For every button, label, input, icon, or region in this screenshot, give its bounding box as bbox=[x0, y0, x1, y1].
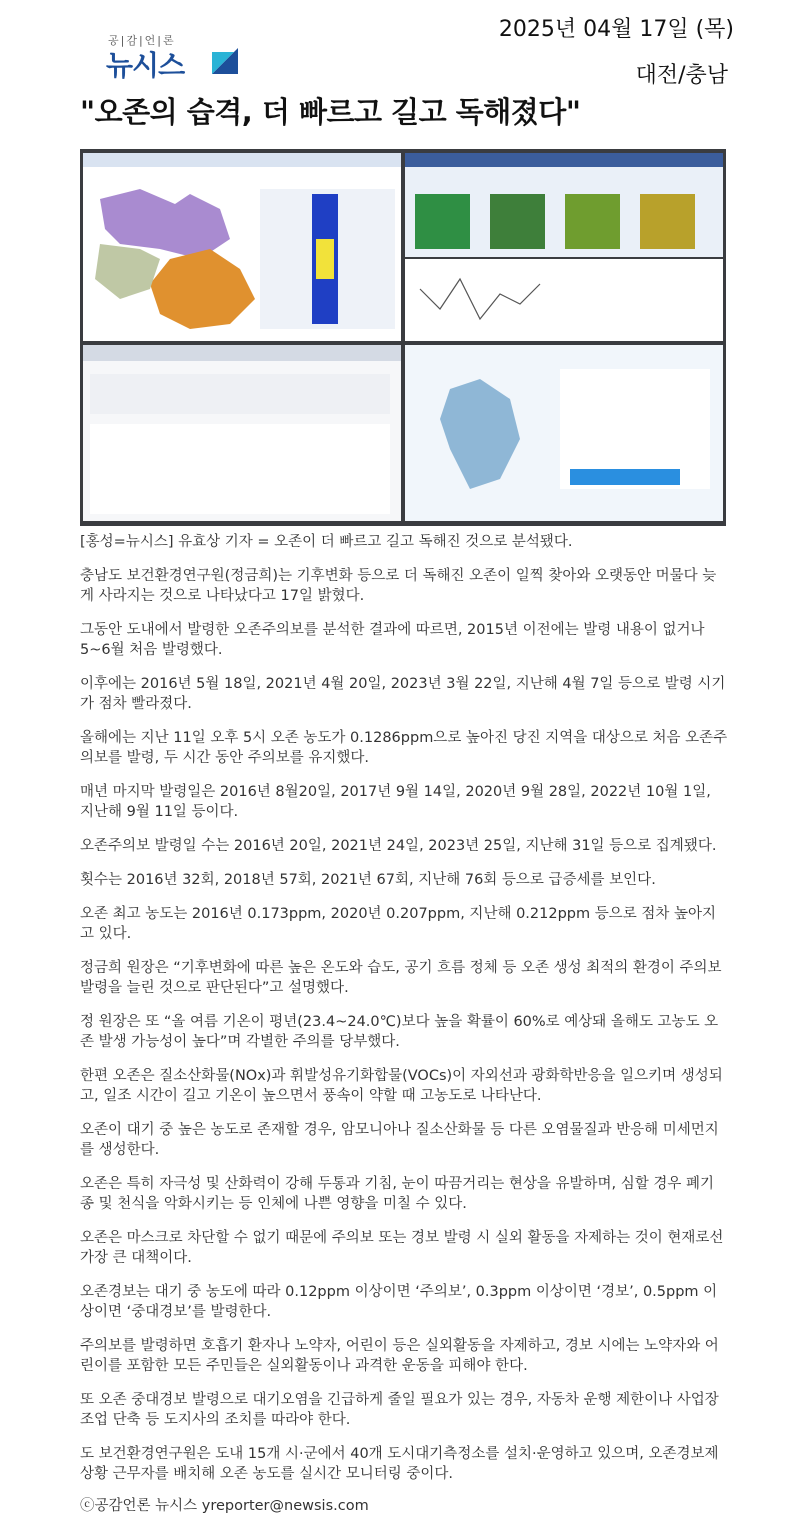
copyright-footer: ⓒ공감언론 뉴시스 yreporter@newsis.com bbox=[80, 1498, 369, 1514]
article-paragraph: 오존이 대기 중 높은 농도로 존재할 경우, 암모니아나 질소산화물 등 다른 오염물질과 반응해 미세먼지를 생성한다. bbox=[80, 1122, 719, 1158]
logo-tagline: 공|감|언|론 bbox=[108, 34, 176, 47]
article-paragraph: 주의보를 발령하면 호흡기 환자나 노약자, 어린이 등은 실외활동을 자제하고, 경보 시에는 노약자와 어린이를 포함한 모든 주민들은 실외활동이나 과격한 운동을 피해야 한다. bbox=[80, 1338, 719, 1374]
monitoring-wall-illustration bbox=[80, 149, 726, 526]
article-paragraph: 도 보건환경연구원은 도내 15개 시·군에서 40개 도시대기측정소를 설치·운영하고 있으며, 오존경보제 상황 근무자를 배치해 오존 농도를 실시간 모니터링 중이다. bbox=[80, 1446, 719, 1482]
headline: "오존의 습격, 더 빠르고 길고 독해졌다" bbox=[80, 95, 581, 129]
article-paragraph: 오존 최고 농도는 2016년 0.173ppm, 2020년 0.207ppm, 지난해 0.212ppm 등으로 점차 높아지고 있다. bbox=[80, 906, 716, 942]
article-paragraph: 충남도 보건환경연구원(정금희)는 기후변화 등으로 더 독해진 오존이 일찍 찾아와 오랫동안 머물다 늦게 사라지는 것으로 나타났다고 17일 밝혔다. bbox=[80, 568, 717, 604]
article-paragraph: [홍성=뉴시스] 유효상 기자 = 오존이 더 빠르고 길고 독해진 것으로 분석됐다. bbox=[80, 534, 573, 550]
article-paragraph: 올해에는 지난 11일 오후 5시 오존 농도가 0.1286ppm으로 높아진 당진 지역을 대상으로 처음 오존주의보를 발령, 두 시간 동안 주의보를 유지했다. bbox=[80, 730, 728, 766]
article-paragraph: 또 오존 중대경보 발령으로 대기오염을 긴급하게 줄일 필요가 있는 경우, 자동차 운행 제한이나 사업장 조업 단축 등 도지사의 조치를 따라야 한다. bbox=[80, 1392, 719, 1428]
article-paragraph: 이후에는 2016년 5월 18일, 2021년 4월 20일, 2023년 3월 22일, 지난해 4월 7일 등으로 발령 시기가 점차 빨라졌다. bbox=[80, 676, 726, 712]
article-body bbox=[80, 532, 728, 1498]
article-paragraph: 매년 마지막 발령일은 2016년 8월20일, 2017년 9월 14일, 2020년 9월 28일, 2022년 10월 1일, 지난해 9월 11일 등이다. bbox=[80, 784, 711, 820]
article-paragraph: 오존은 마스크로 차단할 수 없기 때문에 주의보 또는 경보 발령 시 실외 활동을 자제하는 것이 현재로선 가장 큰 대책이다. bbox=[80, 1230, 724, 1266]
article-paragraph: 횟수는 2016년 32회, 2018년 57회, 2021년 67회, 지난해 76회 등으로 급증세를 보인다. bbox=[80, 872, 656, 888]
article-paragraph: 오존은 특히 자극성 및 산화력이 강해 두통과 기침, 눈이 따끔거리는 현상을 유발하며, 심할 경우 폐기종 및 천식을 악화시키는 등 인체에 나쁜 영향을 미칠 수 있다. bbox=[80, 1176, 715, 1212]
logo-name: 뉴시스 bbox=[106, 49, 185, 82]
article-paragraph: 한편 오존은 질소산화물(NOx)과 휘발성유기화합물(VOCs)이 자외선과 광화학반응을 일으키며 생성되고, 일조 시간이 길고 기온이 높으면서 풍속이 약할 때 고농도로 나타난다. bbox=[80, 1068, 723, 1104]
article-paragraph: 오존경보는 대기 중 농도에 따라 0.12ppm 이상이면 ‘주의보’, 0.3ppm 이상이면 ‘경보’, 0.5ppm 이상이면 ‘중대경보’를 발령한다. bbox=[80, 1284, 718, 1320]
logo-mark-icon bbox=[212, 48, 238, 74]
newsis-logo[interactable] bbox=[104, 30, 244, 80]
article-paragraph: 정 원장은 또 “올 여름 기온이 평년(23.4~24.0℃)보다 높을 확률이 60%로 예상돼 올해도 고농도 오존 발생 가능성이 높다”며 각별한 주의를 당부했다. bbox=[80, 1014, 719, 1050]
article-paragraph: 정금희 원장은 “기후변화에 따른 높은 온도와 습도, 공기 흐름 정체 등 오존 생성 최적의 환경이 주의보 발령을 늘린 것으로 판단된다”고 설명했다. bbox=[80, 960, 722, 996]
article-paragraph: 그동안 도내에서 발령한 오존주의보를 분석한 결과에 따르면, 2015년 이전에는 발령 내용이 없거나 5~6월 처음 발령했다. bbox=[80, 622, 705, 658]
region-label: 대전/충남 bbox=[635, 63, 728, 88]
article-paragraph: 오존주의보 발령일 수는 2016년 20일, 2021년 24일, 2023년 25일, 지난해 31일 등으로 집계됐다. bbox=[80, 838, 717, 854]
publish-date: 2025년 04월 17일 (목) bbox=[498, 17, 734, 42]
article-photo bbox=[80, 149, 726, 526]
